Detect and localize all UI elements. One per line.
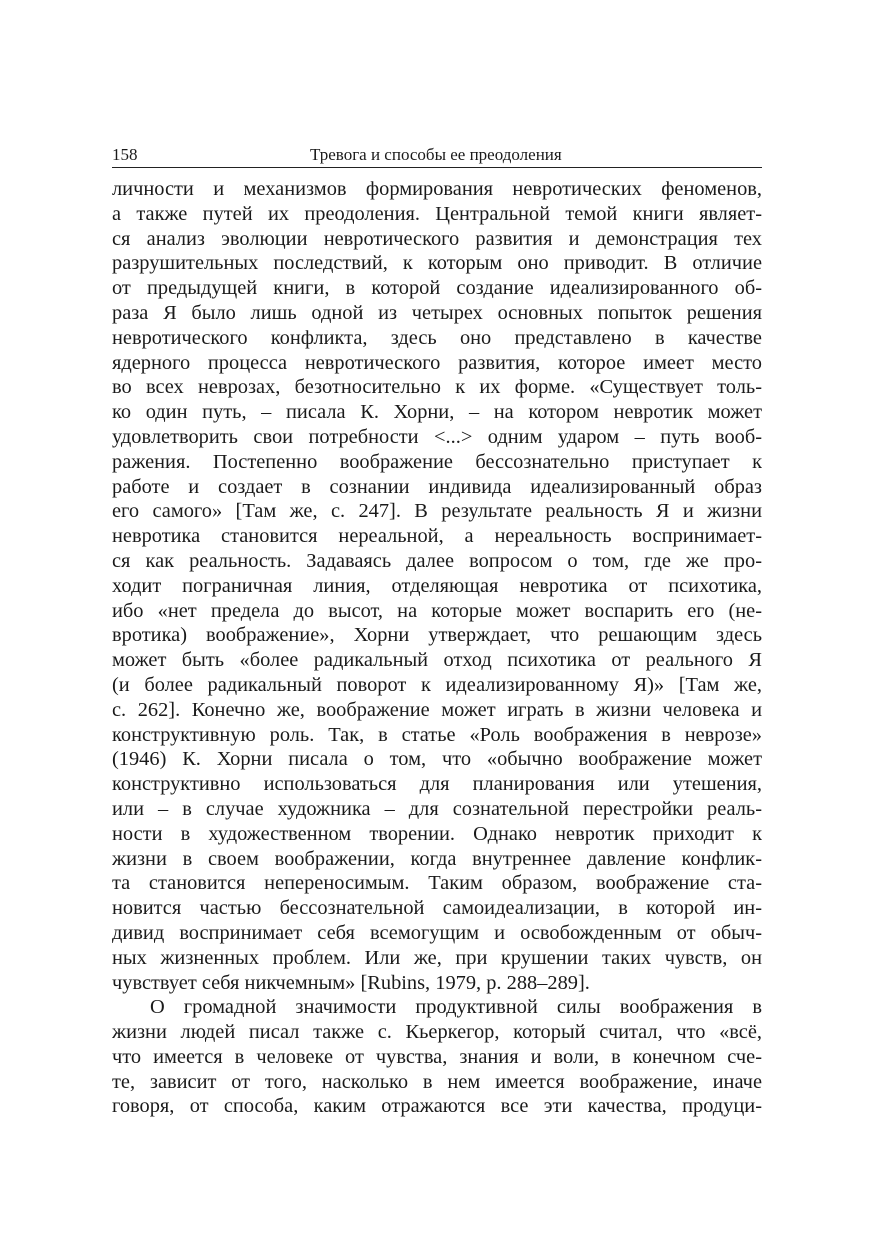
text-line: жизни в своем воображении, когда внутреннее давление конфлик- [112,847,762,870]
text-line: ко один путь, – писала К. Хорни, – на котором невротик может [112,401,762,424]
text-line: О громадной значимости продуктивной силы воображения в [150,996,762,1019]
text-line: те, зависит от того, насколько в нем имеется воображение, иначе [112,1070,762,1093]
book-page [112,144,762,1119]
header-rule [112,167,762,168]
text-line: ибо «нет предела до высот, на которые может воспарить его (не- [112,599,762,622]
text-line: новится частью бессознательной самоидеализации, в которой ин- [112,897,762,920]
text-line: (1946) К. Хорни писала о том, что «обычно воображение может [112,748,762,771]
text-line: дивид воспринимает себя всемогущим и освобожденным от обыч- [112,921,762,944]
text-line: работе и создает в сознании индивида идеализированный образ [112,475,762,498]
text-line: ядерного процесса невротического развития, которое имеет место [112,351,762,374]
text-line: невротического конфликта, здесь оно представлено в качестве [112,326,762,349]
page-number: 158 [112,145,138,164]
text-line: что имеется в человеке от чувства, знания и воли, в конечном сче- [112,1045,762,1068]
text-line: ся как реальность. Задаваясь далее вопросом о том, где же про- [112,549,762,572]
text-line: его самого» [Там же, с. 247]. В результате реальность Я и жизни [112,500,762,523]
body-text [112,177,762,1119]
text-line: вротика) воображение», Хорни утверждает, что решающим здесь [112,624,762,647]
running-head [112,144,762,166]
text-line: а также путей их преодоления. Центральной темой книги являет- [112,202,762,225]
text-line: ся анализ эволюции невротического развития и демонстрация тех [112,227,762,250]
text-line: ных жизненных проблем. Или же, при крушении таких чувств, он [112,946,762,969]
text-line: (и более радикальный поворот к идеализированному Я)» [Там же, [112,673,762,696]
text-line: во всех неврозах, безотносительно к их форме. «Существует толь- [112,376,762,399]
text-line: ражения. Постепенно воображение бессознательно приступает к [112,450,762,473]
text-line: невротика становится нереальной, а нереальность воспринимает- [112,525,762,548]
text-line: конструктивно использоваться для планирования или утешения, [112,773,762,796]
text-line: личности и механизмов формирования невротических феноменов, [112,178,762,200]
text-line: или – в случае художника – для сознательной перестройки реаль- [112,797,762,820]
text-line: может быть «более радикальный отход психотика от реального Я [112,649,762,672]
text-line: ности в художественном творении. Однако невротик приходит к [112,822,762,845]
text-line: ходит пограничная линия, отделяющая невротика от психотика, [112,574,762,597]
text-line: раза Я было лишь одной из четырех основных попыток решения [112,301,762,324]
text-line: говоря, от способа, каким отражаются все эти качества, продуци- [112,1095,762,1118]
running-title: Тревога и способы ее преодоления [310,145,562,164]
text-line: та становится непереносимым. Таким образом, воображение ста- [112,872,762,895]
text-line: разрушительных последствий, к которым оно приводит. В отличие [112,252,762,275]
text-line: с. 262]. Конечно же, воображение может играть в жизни человека и [112,698,762,721]
text-line: конструктивную роль. Так, в статье «Роль воображения в неврозе» [112,723,762,746]
text-line: от предыдущей книги, в которой создание идеализированного об- [112,277,762,300]
text-line: чувствует себя никчемным» [Rubins, 1979, p. 288–289]. [112,971,590,994]
text-line: жизни людей писал также с. Кьеркегор, который считал, что «всё, [112,1021,762,1044]
text-line: удовлетворить свои потребности <...> одним ударом – путь вооб- [112,425,762,448]
